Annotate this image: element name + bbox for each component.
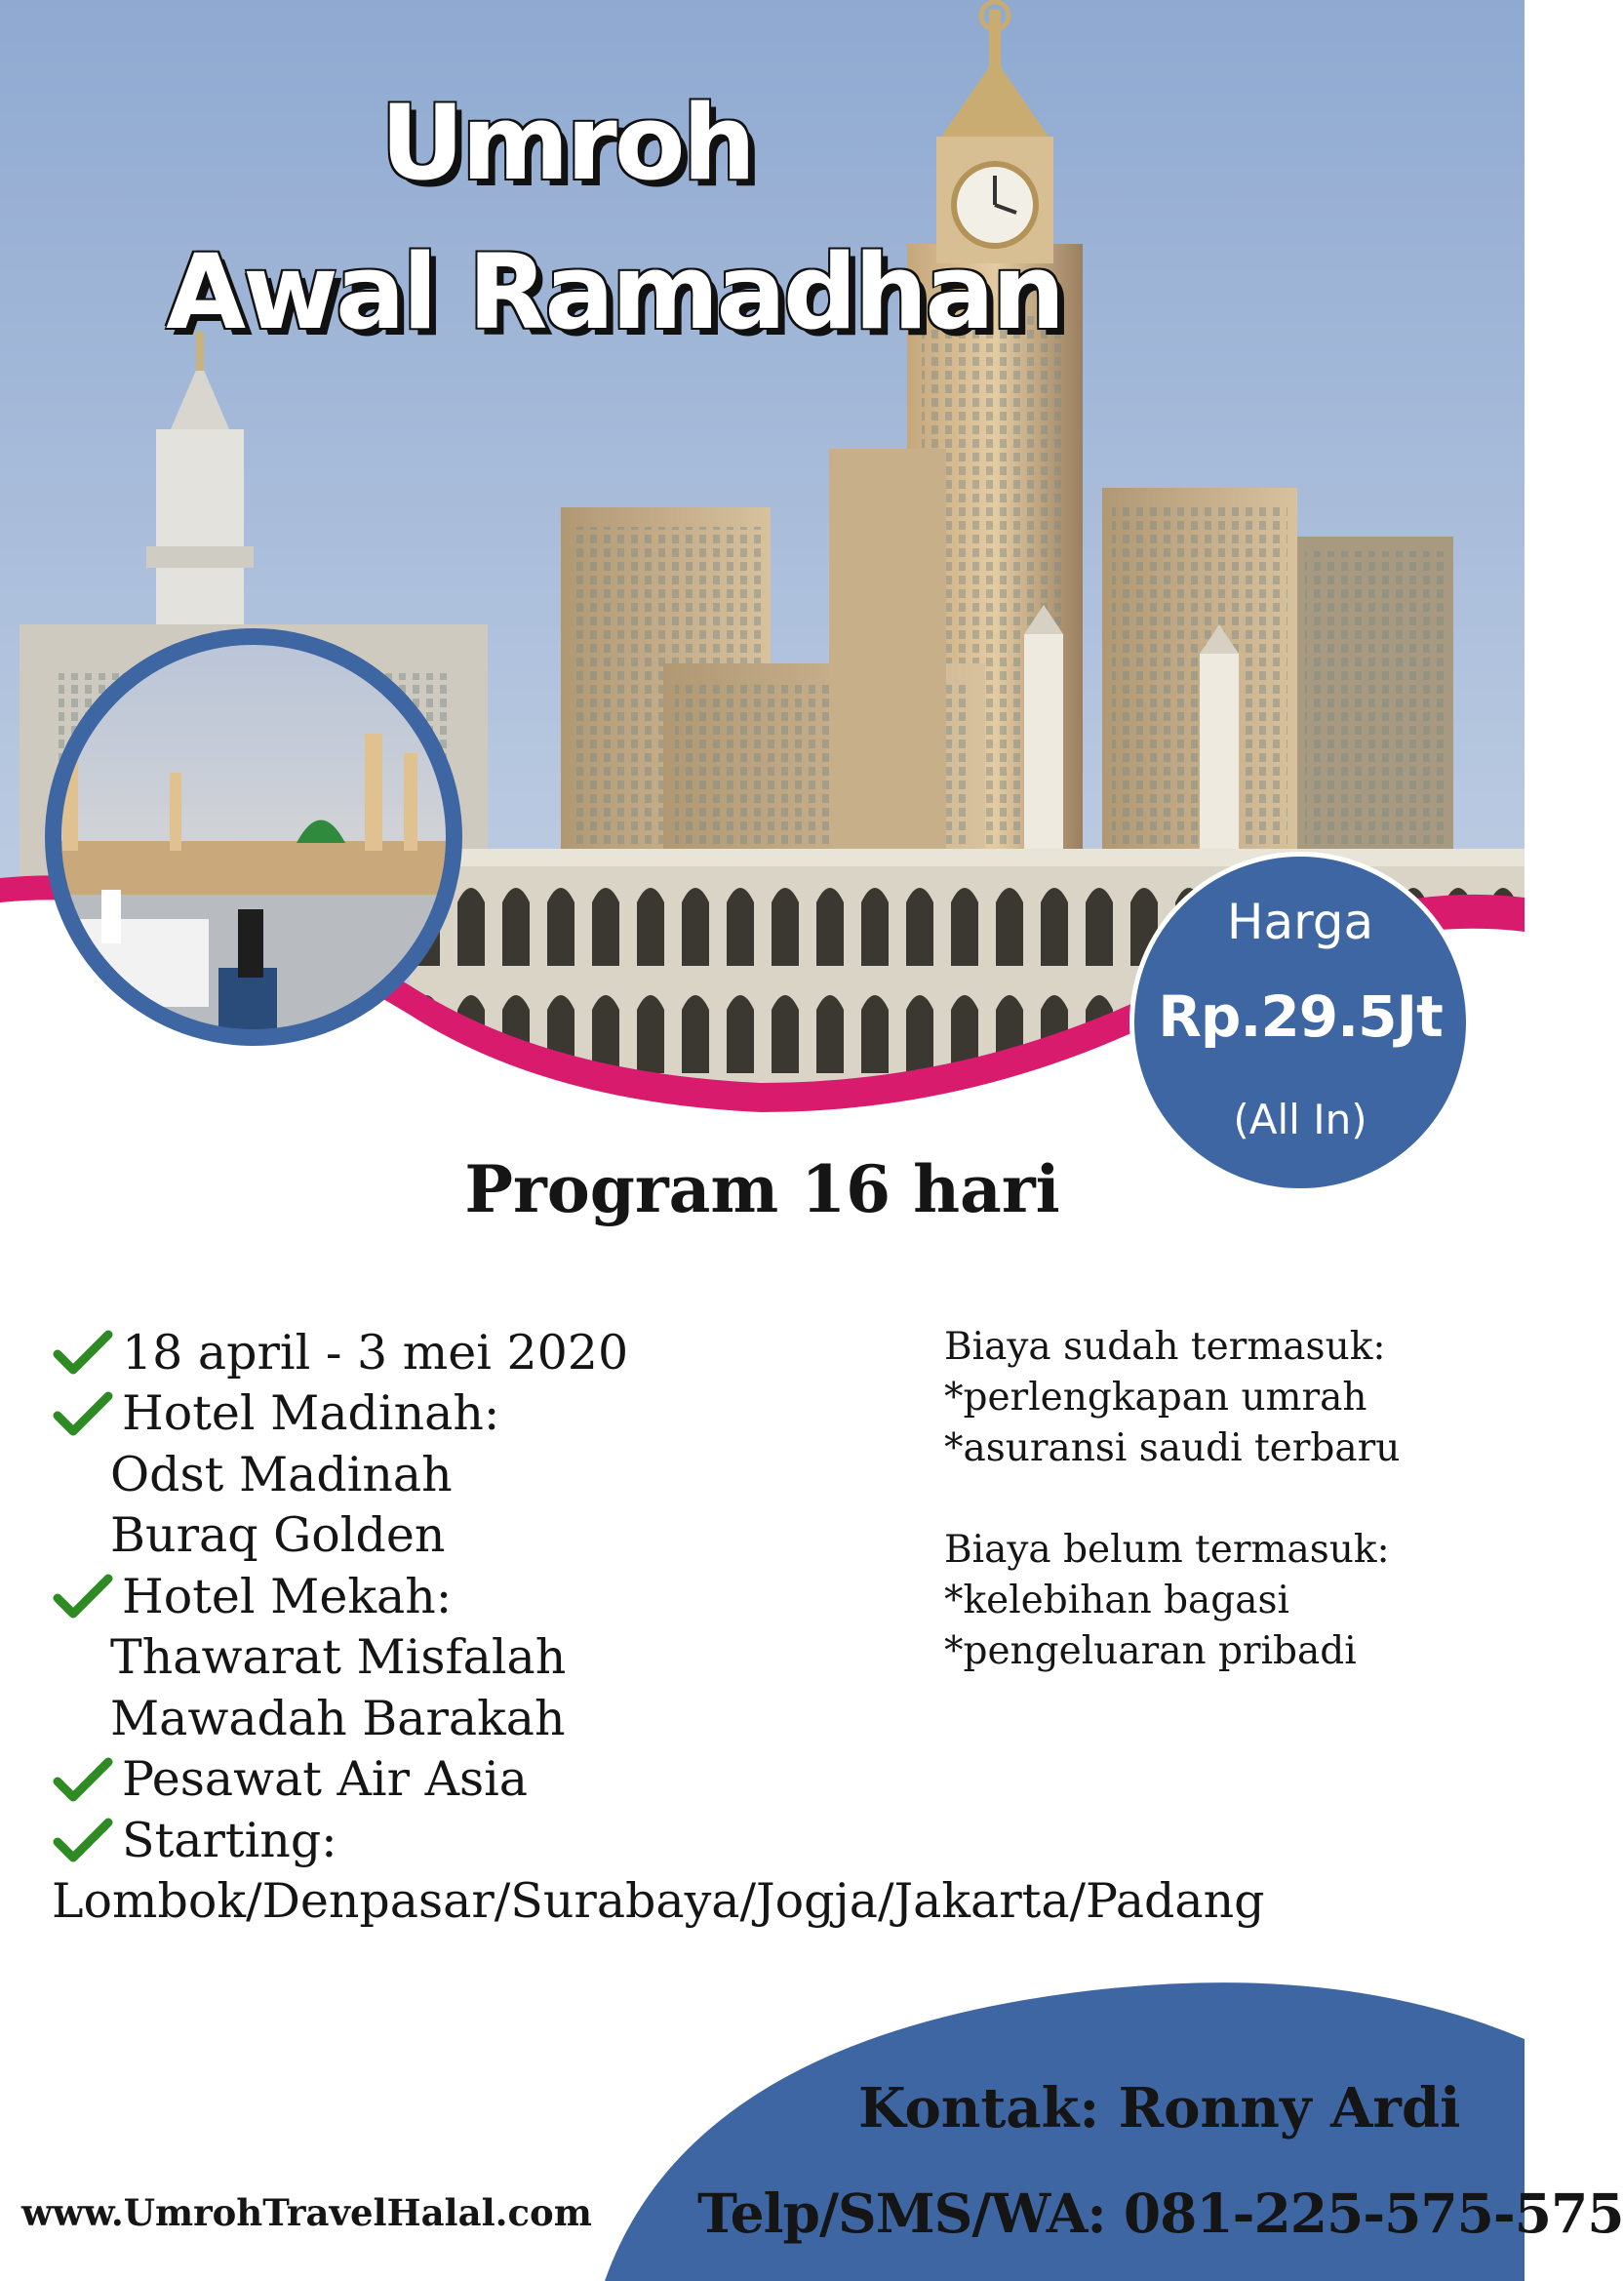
list-item	[54, 1383, 1029, 1445]
check-icon	[54, 1390, 112, 1437]
cost-info	[944, 1322, 1510, 1677]
list-item	[54, 1322, 1029, 1383]
starting-cities: Lombok/Denpasar/Surabaya/Jogja/Jakarta/Padang	[52, 1873, 1265, 1930]
program-heading: Program 16 hari	[464, 1151, 1060, 1227]
hotel-madinah-2: Buraq Golden	[110, 1507, 446, 1564]
included-item: *asuransi saudi terbaru	[944, 1426, 1401, 1470]
hotel-mekah-2: Mawadah Barakah	[110, 1690, 566, 1746]
check-icon	[54, 1329, 112, 1376]
title-line-1: Umroh	[380, 83, 754, 203]
cost-spacer	[944, 1474, 1510, 1525]
check-icon	[54, 1573, 112, 1620]
list-item	[54, 1810, 1029, 1871]
hotel-mekah-label: Hotel Mekah:	[122, 1568, 453, 1624]
price-note: (All In)	[1233, 1096, 1367, 1143]
excluded-title: Biaya belum termasuk:	[944, 1528, 1390, 1572]
price-value: Rp.29.5Jt	[1158, 983, 1443, 1050]
price-badge	[1129, 852, 1471, 1193]
contact-name: Kontak: Ronny Ardi	[858, 2076, 1461, 2141]
list-item	[54, 1566, 1029, 1627]
madinah-mosque-photo	[43, 626, 464, 1048]
starting-label: Starting:	[122, 1812, 337, 1868]
hotel-madinah-label: Hotel Madinah:	[122, 1385, 500, 1442]
hotel-madinah-1: Odst Madinah	[110, 1446, 453, 1502]
excluded-item: *pengeluaran pribadi	[944, 1629, 1357, 1673]
flight-text: Pesawat Air Asia	[122, 1751, 529, 1808]
contact-phone: Telp/SMS/WA: 081-225-575-575	[697, 2181, 1624, 2245]
title-line-2: Awal Ramadhan	[166, 232, 1063, 352]
check-icon	[54, 1817, 112, 1863]
list-item	[54, 1749, 1029, 1811]
included-item: *perlengkapan umrah	[944, 1376, 1367, 1420]
hotel-mekah-1: Thawarat Misfalah	[110, 1629, 567, 1686]
included-title: Biaya sudah termasuk:	[944, 1325, 1386, 1369]
excluded-item: *kelebihan bagasi	[944, 1579, 1290, 1622]
dates-text: 18 april - 3 mei 2020	[122, 1324, 629, 1381]
check-icon	[54, 1756, 112, 1803]
website-link[interactable]: www.UmrohTravelHalal.com	[21, 2191, 592, 2234]
price-label: Harga	[1226, 894, 1374, 950]
